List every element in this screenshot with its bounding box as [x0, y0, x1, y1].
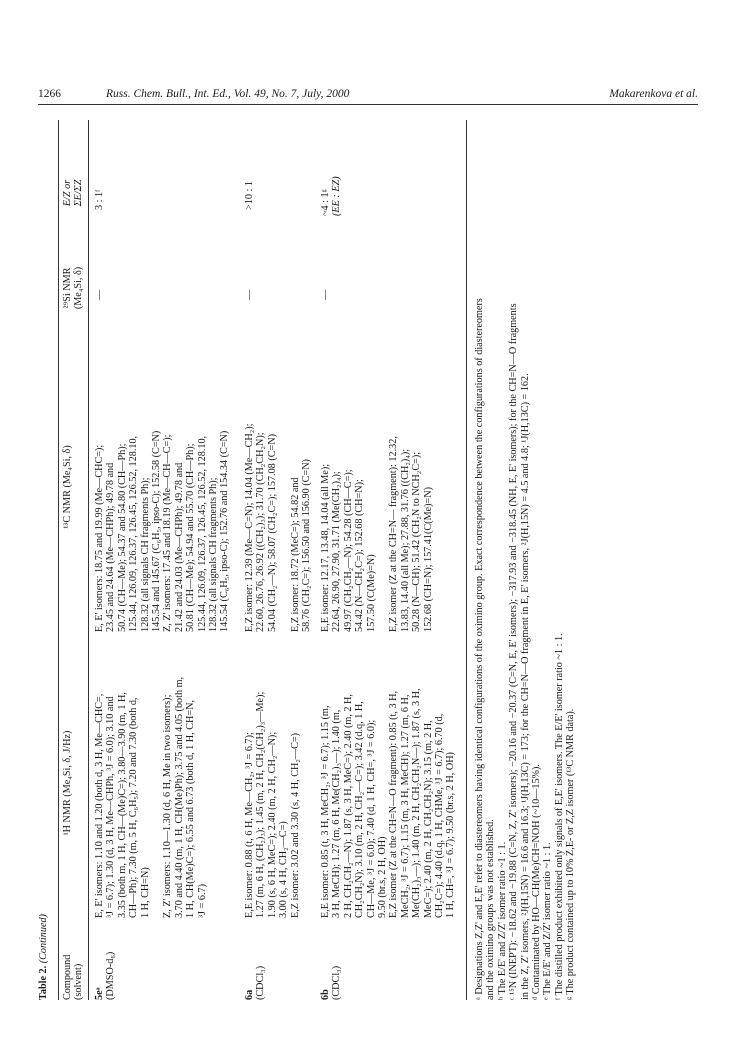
- footnote-b: ᵇ The E/E' and Z/Z' isomer ratio ~1 : 1.: [496, 841, 508, 1000]
- table-text-line: ~4 : 1ᵍ: [320, 189, 331, 216]
- header-13c-nmr: ¹³C NMR (Me₄Si, δ): [62, 445, 73, 529]
- table-text-line: 157.50 (C(Me)=N): [365, 554, 377, 632]
- row-6b-ratio: [320, 146, 343, 216]
- table-text-line: ΣE/ΣZ: [73, 179, 85, 207]
- header-ratio: [62, 158, 85, 228]
- table-text-line: MeC=); 2.40 (m, 2 H, CH₂CH₂N); 3.15 (m, 2 H,: [422, 720, 434, 918]
- table-text-line: E,Z isomer (Z at the CH=N— fragment): 12.32,: [388, 436, 400, 632]
- caption-label: Table 2.: [38, 965, 49, 1000]
- table-top-rule: [58, 120, 59, 1000]
- table-text-line: E,E isomer: 0.88 (t, 6 H, Me—CH₂, ³J = 6.7);: [244, 732, 255, 918]
- footnote-a-cont: and the oximino groups was not established.: [485, 819, 497, 1000]
- footnote-c-cont: in the Z, Z' isomers, ²J(H,15N) = 16.6 and 16.3; ¹J(H,13C) = 173; for the CH=N—O fragment in E, E' isomers, ²J(H,15N) = 4.5 and 4.8; ¹J(H,13C) = 162.: [519, 373, 531, 1000]
- table-text-line: 58.76 (CH₂C=); 156.50 and 156.90 (C=N): [301, 459, 313, 632]
- table-text-line: 3 : 1ᶠ: [94, 189, 105, 210]
- table-text-line: 6a: [244, 989, 255, 1000]
- table-text-line: (EE : EZ): [331, 176, 343, 216]
- journal-citation: Russ. Chem. Bull., Int. Ed., Vol. 49, No. 7, July, 2000: [106, 88, 350, 100]
- table-text-line: CH₂C=); 4.40 (d.q, 1 H, CHMe, ³J = 6.7); 6.70 (d,: [434, 713, 446, 918]
- row-5e-ratio: [94, 150, 105, 210]
- table-text-line: MeCH₂, ³J = 6.7); 1.15 (m, 3 H, MeCH); 1.27 (m, 6 H,: [399, 694, 411, 918]
- table-text-line: 3.70 and 4.40 (m, 1 H, CH(Me)Ph); 3.75 and 4.05 (both m,: [173, 676, 185, 918]
- table-text-line: CH—Me, ³J = 6.0); 7.40 (d, 1 H, CH=, ³J = 6.0);: [365, 719, 377, 918]
- table-text-line: 54.42 (N—CH₂C=); 152.68 (CH=N);: [354, 479, 366, 632]
- table-text-line: 9.50 (br.s, 2 H, OH): [377, 836, 389, 918]
- author-running-title: Makarenkova et al.: [609, 88, 698, 100]
- page-number: 1266: [38, 88, 61, 100]
- header-compound: [62, 930, 85, 1000]
- table-text-line: E, E' isomers: 18.75 and 19.99 (Me—CHC=);: [94, 444, 105, 632]
- table-text-line: 22.64, 26.90, 27.90, 31.71 (Me(CH₂)₄);: [331, 471, 343, 632]
- table-text-line: E,E isomer: 0.85 (t, 3 H, MeCH₂, ³J = 6.7); 1.15 (m,: [320, 705, 331, 918]
- row-5e-29si: —: [94, 289, 105, 300]
- row-6a-1h-nmr: [244, 636, 301, 918]
- table-text-line: [377, 332, 388, 632]
- table-text-line: 50.81 (CH—Me); 54.94 and 55.70 (CH—Ph);: [185, 443, 197, 632]
- table-text-line: >10 : 1: [244, 181, 255, 210]
- table-header-rule: [88, 120, 89, 1000]
- row-6b-13c-nmr: [320, 332, 434, 632]
- footnote-c: ᶜ ¹⁵N (INEPT): −18.62 and −19.88 (C=N, Z, Z' isomers); −20.16 and −20.37 (C=N, E, E' isomers); −317.93 and −318.45 (NH, E, E' isomers); for the CH=N—O fragments: [508, 303, 520, 1000]
- table-text-line: 5eᵃ: [94, 987, 105, 1000]
- row-6a-29si: —: [244, 289, 255, 300]
- row-6b-1h-nmr: [320, 636, 457, 918]
- footnote-d: ᵈ Contaminated by HO—CH(Me)CH=NOH (~10—15%).: [531, 764, 543, 1000]
- table-text-line: E,Z isomer: 3.02 and 3.30 (s, 4 H, CH₂—C=): [289, 732, 301, 918]
- table-text-line: E, E' isomers: 1.10 and 1.20 (both d, 3 H, Me—CHC=,: [94, 693, 105, 918]
- table-text-line: 54.04 (CH₂—N); 58.07 (CH₂C=); 157.08 (C=N): [266, 434, 278, 632]
- table-text-line: E,Z isomer (Z at the CH=N—O fragment): 0.85 (t, 3 H,: [388, 691, 400, 918]
- table-text-line: (CDCl₃): [255, 965, 267, 1000]
- table-text-line: 1 H, CH=, ³J = 6.7); 9.50 (br.s, 2 H, OH): [445, 752, 457, 918]
- table-text-line: ³J = 6.7); 1.30 (d, 3 H, Me—CHPh, ³J = 6.0); 3.10 and: [105, 696, 117, 918]
- caption-continued: (Continued): [38, 914, 49, 964]
- row-6b-compound: [320, 922, 343, 1000]
- table-text-line: 50.74 (CH—Me); 54.37 and 54.80 (CH—Ph);: [116, 443, 128, 632]
- table-text-line: 145.54 and 145.67 (C₆H₅, ipso-C); 152.58 (C=N): [151, 430, 163, 632]
- table-text-line: 1 H, CH(Me)C=); 6.55 and 6.73 (both d, 1 H, CH=N,: [185, 699, 197, 918]
- table-text-line: 6b: [320, 989, 331, 1000]
- table-text-line: 22.60, 26.76, 26.92 ((CH₂)₃); 31.70 (CH₂CH₂N);: [255, 432, 267, 632]
- table-text-line: 3 H, MeCH); 1.27 (m, 6 H, Me(CH₂)₃—); 1.40 (m,: [331, 709, 343, 918]
- footnote-g: ᵍ The product contained up to 10% Z,E- or Z,Z isomer (¹³C NMR data).: [565, 708, 577, 1000]
- header-1h-nmr: ¹H NMR (Me₄Si, δ, J/Hz): [62, 730, 73, 836]
- table-footnotes: [474, 120, 577, 1000]
- table-text-line: 1.27 (m, 6 H, (CH₂)₃); 1.45 (m, 2 H, CH₂(CH₂)₃—Me);: [255, 691, 267, 918]
- rotated-table-block: [38, 120, 678, 1000]
- table-text-line: 1.90 (s, 6 H, MeC=); 2.40 (m, 2 H, CH₂—N);: [266, 731, 278, 918]
- table-text-line: ³J = 6.7): [196, 884, 208, 918]
- table-text-line: E/Z or: [62, 179, 73, 207]
- header-29si-nmr: [62, 248, 85, 328]
- table-text-line: Compound: [62, 954, 73, 1000]
- table-text-line: Z, Z' isomers: 17.45 and 18.19 (Me—CH—C=);: [162, 434, 174, 632]
- footnote-e: ᵉ The E/E' and Z/Z' isomer ratio ~1 : 1.: [542, 842, 554, 1000]
- row-6a-13c-nmr: [244, 332, 312, 632]
- row-6b-29si: —: [320, 289, 331, 300]
- table-text-line: 23.45 and 24.64 (Me—CHPh); 49.78 and: [105, 462, 117, 632]
- table-text-line: 128.32 (all signals CH fragments Ph);: [208, 477, 220, 632]
- table-text-line: 1 H, CH=N): [139, 867, 151, 918]
- table-text-line: CH₂CH₂N); 3.10 (m, 2 H, CH₂—C=); 3.42 (d.q, 1 H,: [354, 701, 366, 918]
- table-text-line: 21.42 and 24.03 (Me—CHPh); 49.78 and: [173, 462, 185, 632]
- table-text-line: (solvent): [73, 963, 85, 1000]
- running-header: [38, 86, 698, 105]
- row-5e-1h-nmr: [94, 636, 208, 918]
- table-text-line: 128.32 (all signals CH fragments Ph);: [139, 477, 151, 632]
- row-6a-compound: [244, 922, 267, 1000]
- table-text-line: [151, 636, 162, 918]
- table-text-line: (Me₄Si, δ): [73, 266, 85, 310]
- table-caption: [38, 914, 49, 1000]
- table-text-line: 49.97 (CH₂CH₂—N); 54.28 (CH—C=);: [342, 469, 354, 632]
- table-text-line: (CDCl₃): [331, 965, 343, 1000]
- table-text-line: Me(CH₂)₃—); 1.40 (m, 2 H, CH₂CH₂N—); 1.87 (s, 3 H,: [411, 688, 423, 918]
- footnote-f: ᶠ The distilled product exhibited only signals of E,E' isomers. The E/E' isomer ratio ~1 : 1.: [553, 633, 565, 1000]
- table-text-line: E,Z isomer: 12.39 (Me—C=N); 14.04 (Me—CH₂);: [244, 423, 255, 632]
- table-text-line: 145.54 (C₆H₅, ipso-C); 152.76 and 154.34 (C=N): [219, 430, 231, 632]
- table-text-line: ²⁹Si NMR: [62, 267, 73, 309]
- table-text-line: E,Z isomer: 18.72 (MeC=); 54.82 and: [289, 477, 301, 632]
- row-5e-compound: [94, 922, 117, 1000]
- table-text-line: 13.83, 14.40 (all Me); 27.88, 31.76 ((CH₂)₄);: [399, 448, 411, 632]
- table-text-line: 152.68 (CH=N); 157.41(C(Me)=N): [422, 486, 434, 632]
- table-text-line: (DMSO-d₆): [105, 951, 117, 1000]
- table-text-line: 3.35 (both m, 1 H, CH—(Me)C=); 3.80—3.90 (m, 1 H,: [116, 692, 128, 918]
- table-text-line: 3.00 (s, 4 H, CH₂—C=): [278, 821, 290, 918]
- row-5e-13c-nmr: [94, 332, 231, 632]
- table-text-line: [278, 332, 289, 632]
- table-text-line: 2 H, CH₂CH₂—N); 1.87 (s, 3 H, MeC=); 2.40 (m, 2 H,: [342, 694, 354, 918]
- table-bottom-rule: [466, 120, 467, 1000]
- table-text-line: 50.28 (N—CH); 51.42 (CH₂N to NCH₂C=);: [411, 451, 423, 632]
- row-6a-ratio: [244, 150, 255, 210]
- table-text-line: E,E isomer: 12.17, 13.48, 14.04 (all Me);: [320, 463, 331, 632]
- table-text-line: 125.44, 126.09, 126.37, 126.45, 126.52, 128.10,: [196, 435, 208, 632]
- table-text-line: 125.44, 126.09, 126.37, 126.45, 126.52, 128.10,: [128, 435, 140, 632]
- table-text-line: Z, Z' isomers: 1.10—1.30 (d, 6 H, Me in two isomers);: [162, 694, 174, 918]
- table-text-line: CH—Ph); 7.30 (m, 5 H, C₆H₅); 7.20 and 7.30 (both d,: [128, 697, 140, 918]
- footnote-a: ᵃ Designations Z,Z' and E,E' refer to diastereomers having identical configurations of the oximino group. Exact correspondence between the configurations of diastereomers: [474, 298, 485, 1000]
